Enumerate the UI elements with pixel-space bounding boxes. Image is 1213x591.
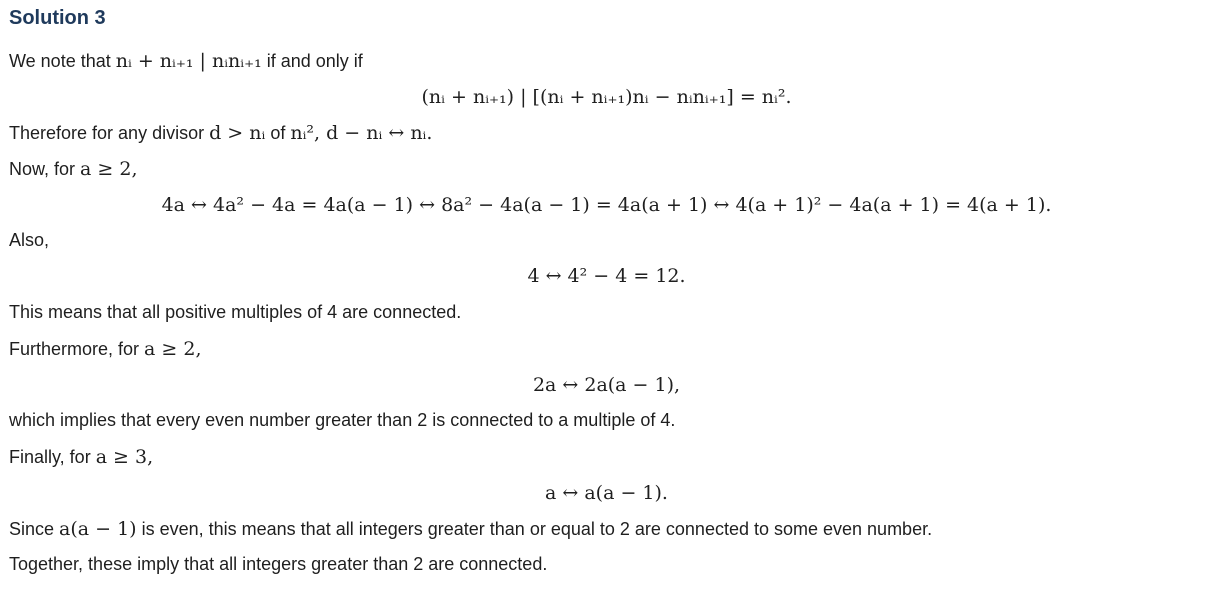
paragraph-note [9,50,363,72]
paragraph-multiples: This means that all positive multiples of 4 are connected. [9,302,462,322]
paragraph-also: Also, [9,230,50,250]
inline-math: a ≥ 3, [95,446,154,468]
paragraph-furthermore [9,338,202,360]
display-equation: (nᵢ + nᵢ₊₁) | [(nᵢ + nᵢ₊₁)nᵢ − nᵢnᵢ₊₁] = nᵢ². [421,86,792,108]
text: Since [9,519,60,539]
inline-math: a ≥ 2, [144,338,202,360]
paragraph-finally [9,446,153,468]
display-equation: 4a ↔ 4a² − 4a = 4a(a − 1) ↔ 8a² − 4a(a − 1) = 4a(a + 1) ↔ 4(a + 1)² − 4a(a + 1) = 4(a + 1). [161,194,1052,216]
paragraph-even: which implies that every even number greater than 2 is connected to a multiple of 4. [9,410,676,430]
inline-math: d > nᵢ [209,122,266,144]
display-equation: 4 ↔ 4² − 4 = 12. [527,265,686,287]
paragraph-since [9,518,932,540]
solution-title: Solution 3 [9,7,106,29]
inline-math: a(a − 1) [59,518,137,540]
text: Furthermore, for [9,339,145,359]
paragraph-now [9,158,138,180]
display-equation: a ↔ a(a − 1). [545,482,668,504]
inline-math: nᵢ + nᵢ₊₁ | nᵢnᵢ₊₁ [115,50,262,72]
paragraph-together: Together, these imply that all integers greater than 2 are connected. [9,554,548,574]
text: Finally, for [9,447,96,467]
inline-math: a ≥ 2, [80,158,138,180]
text: if and only if [261,51,363,71]
text: Now, for [9,159,81,179]
paragraph-divisor [9,122,432,144]
inline-math: nᵢ², d − nᵢ ↔ nᵢ. [290,122,433,144]
text: is even, this means that all integers greater than or equal to 2 are connected to some even number. [136,519,933,539]
text: of [265,123,291,143]
text: Therefore for any divisor [9,123,210,143]
display-equation: 2a ↔ 2a(a − 1), [532,374,681,396]
text: We note that [9,51,116,71]
